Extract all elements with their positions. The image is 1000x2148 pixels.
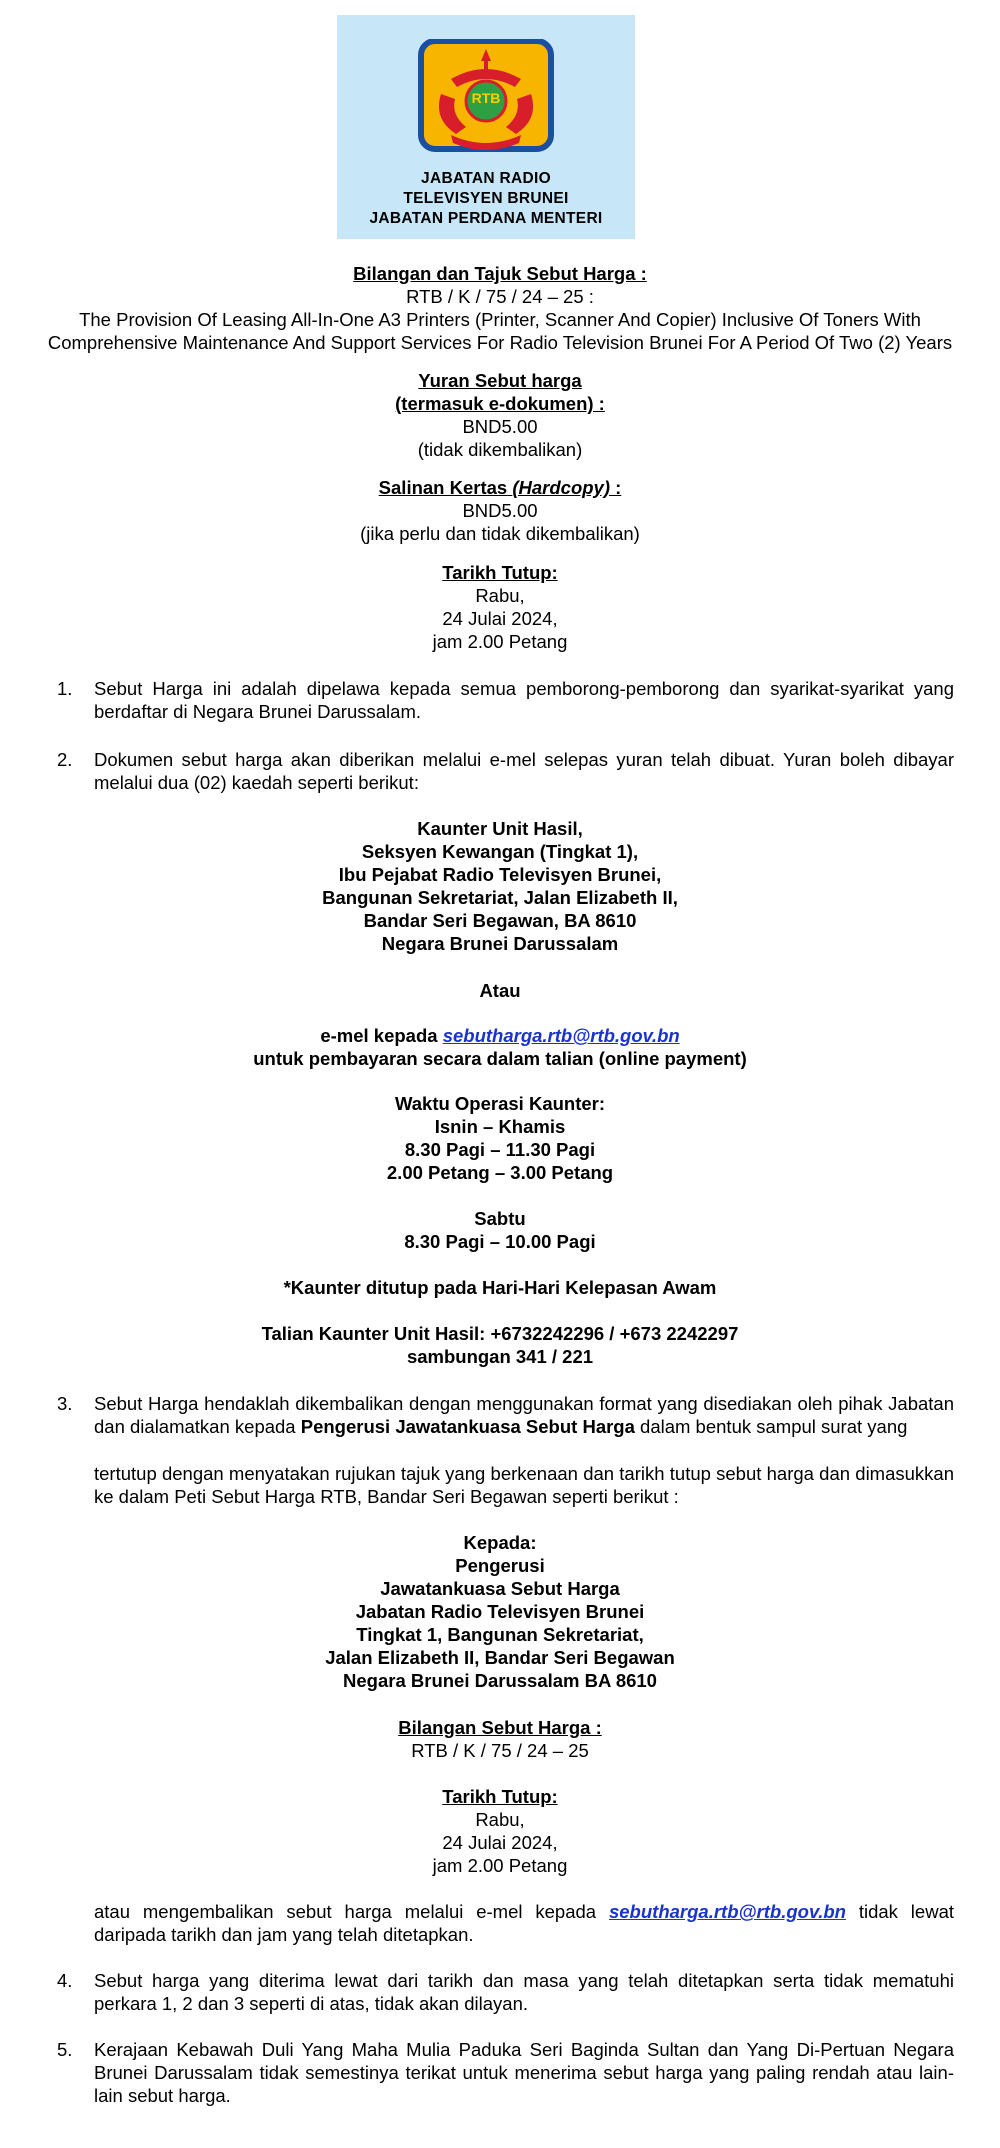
email-link-2[interactable]: sebutharga.rtb@rtb.gov.bn: [608, 1901, 846, 1922]
item-text-1: Sebut Harga ini adalah dipelawa kepada semua pemborong-pemborong dan syarikat-syarikat yang berdaftar di Negara Brunei Darussalam.: [94, 678, 954, 722]
item-text-4: Sebut harga yang diterima lewat dari tarikh dan masa yang telah ditetapkan serta tidak mematuhi perkara 1, 2 dan 3 seperti di atas, tidak akan dilayan.: [94, 1970, 954, 2014]
hardcopy-heading: Salinan Kertas: [378, 477, 508, 498]
counter-line-3: Ibu Pejabat Radio Televisyen Brunei,: [338, 864, 662, 885]
closing-date-2: 24 Julai 2024,: [442, 1832, 558, 1853]
item-text-2: Dokumen sebut harga akan diberikan melalui e-mel selepas yuran telah dibuat. Yuran boleh dibayar melalui dua (02) kaedah seperti berikut:: [94, 749, 954, 793]
reference-heading-2: Bilangan Sebut Harga :: [398, 1717, 602, 1738]
address-line-5: Tingkat 1, Bangunan Sekretariat,: [356, 1624, 644, 1645]
reference-section: [0, 262, 1000, 354]
counter-hours: [0, 1092, 1000, 1184]
title-line-2: Comprehensive Maintenance And Support Services For Radio Television Brunei For A Period Of Two (2) Years: [47, 332, 953, 353]
counter-line-6: Negara Brunei Darussalam: [381, 933, 619, 954]
closing-day-2: Rabu,: [475, 1809, 525, 1830]
item-text-3c-start: atau mengembalikan sebut harga melalui e-mel kepada: [94, 1901, 609, 1922]
logo-line-3: JABATAN PERDANA MENTERI: [369, 210, 603, 227]
reference-number-2: RTB / K / 75 / 24 – 25: [411, 1740, 589, 1761]
address-line-4: Jabatan Radio Televisyen Brunei: [355, 1601, 645, 1622]
fee-section: [0, 369, 1000, 461]
item-number-2: 2.: [57, 749, 73, 770]
counter-line-2: Seksyen Kewangan (Tingkat 1),: [361, 841, 639, 862]
item-text-3a: [94, 1392, 954, 1438]
fee-amount: BND5.00: [462, 416, 538, 437]
item-number-3: 3.: [57, 1393, 73, 1414]
address-line-1: Kepada:: [463, 1532, 537, 1553]
hours-afternoon: 2.00 Petang – 3.00 Petang: [386, 1162, 614, 1183]
hardcopy-heading-italic: (Hardcopy): [512, 477, 610, 498]
item-number-4: 4.: [57, 1970, 73, 1991]
phone-extension: sambungan 341 / 221: [406, 1346, 594, 1367]
title-line-1: The Provision Of Leasing All-In-One A3 Printers (Printer, Scanner And Copier) Inclusive Of Toners With: [79, 309, 921, 330]
email-prefix: e-mel kepada: [320, 1025, 443, 1046]
saturday-hours: [0, 1207, 1000, 1253]
email-link[interactable]: sebutharga.rtb@rtb.gov.bn: [442, 1025, 680, 1046]
closing-heading: Tarikh Tutup:: [442, 562, 558, 583]
holiday-note: *Kaunter ditutup pada Hari-Hari Kelepasan Awam: [283, 1277, 717, 1298]
hardcopy-amount: BND5.00: [462, 500, 538, 521]
rtb-logo: [337, 15, 635, 239]
reference-heading: Bilangan dan Tajuk Sebut Harga :: [353, 263, 647, 284]
item-text-5: Kerajaan Kebawah Duli Yang Maha Mulia Paduka Seri Baginda Sultan dan Yang Di-Pertuan Negara Brunei Darussalam tidak semestinya terikat untuk menerima sebut harga yang paling rendah atau lain-lain sebut harga.: [94, 2039, 954, 2106]
item-text-3a-end: dalam bentuk sampul surat yang: [634, 1416, 908, 1437]
fee-heading-2: (termasuk e-dokumen) :: [395, 393, 605, 414]
closing-section: [0, 561, 1000, 653]
closing-heading-2: Tarikh Tutup:: [442, 1786, 558, 1807]
reference-section-2: [0, 1716, 1000, 1762]
fee-heading-1: Yuran Sebut harga: [418, 370, 582, 391]
item-number-5: 5.: [57, 2039, 73, 2060]
reference-number: RTB / K / 75 / 24 – 25 :: [406, 286, 594, 307]
hours-heading: Waktu Operasi Kaunter:: [394, 1093, 606, 1114]
item-number-1: 1.: [57, 678, 73, 699]
fee-note: (tidak dikembalikan): [417, 439, 583, 460]
address-line-3: Jawatankuasa Sebut Harga: [380, 1578, 620, 1599]
item-text-3b: tertutup dengan menyatakan rujukan tajuk yang berkenaan dan tarikh tutup sebut harga dan dimasukkan ke dalam Peti Sebut Harga RTB, Bandar Seri Begawan seperti berikut :: [94, 1463, 954, 1507]
address-line-6: Jalan Elizabeth II, Bandar Seri Begawan: [325, 1647, 675, 1668]
online-payment-text: untuk pembayaran secara dalam talian (online payment): [253, 1048, 747, 1069]
closing-time-2: jam 2.00 Petang: [432, 1855, 568, 1876]
address-line-2: Pengerusi: [455, 1555, 545, 1576]
address-line-7: Negara Brunei Darussalam BA 8610: [343, 1670, 657, 1691]
atau-label: Atau: [479, 980, 521, 1001]
item-text-3a-bold: Pengerusi Jawatankuasa Sebut Harga: [300, 1416, 635, 1437]
closing-time: jam 2.00 Petang: [432, 631, 568, 652]
hours-days: Isnin – Khamis: [434, 1116, 566, 1137]
hours-morning: 8.30 Pagi – 11.30 Pagi: [404, 1139, 596, 1160]
counter-line-4: Bangunan Sekretariat, Jalan Elizabeth II,: [322, 887, 678, 908]
email-section: [0, 1024, 1000, 1070]
saturday-time: 8.30 Pagi – 10.00 Pagi: [404, 1231, 596, 1252]
closing-day: Rabu,: [475, 585, 525, 606]
counter-line-1: Kaunter Unit Hasil,: [417, 818, 583, 839]
rtb-emblem-text: RTB: [471, 90, 501, 106]
counter-address: [0, 817, 1000, 955]
closing-section-2: [0, 1785, 1000, 1877]
saturday-label: Sabtu: [474, 1208, 526, 1229]
counter-line-5: Bandar Seri Begawan, BA 8610: [363, 910, 637, 931]
hardcopy-colon: :: [610, 477, 622, 498]
hardcopy-note: (jika perlu dan tidak dikembalikan): [360, 523, 640, 544]
logo-line-2: TELEVISYEN BRUNEI: [403, 190, 569, 207]
item-text-3c-end: tidak lewat daripada tarikh dan jam yang telah ditetapkan.: [94, 1901, 954, 1945]
logo-line-1: JABATAN RADIO: [421, 170, 551, 187]
item-text-3c: [94, 1900, 954, 1946]
phone-numbers: Talian Kaunter Unit Hasil: +6732242296 / +673 2242297: [261, 1323, 739, 1344]
recipient-address: [0, 1531, 1000, 1692]
item-text-3a-start: Sebut Harga hendaklah dikembalikan dengan menggunakan format yang disediakan oleh pihak Jabatan dan dialamatkan kepada: [94, 1393, 954, 1437]
hardcopy-section: [0, 476, 1000, 545]
logo-caption: [337, 169, 635, 229]
closing-date: 24 Julai 2024,: [442, 608, 558, 629]
phone-section: [0, 1322, 1000, 1368]
